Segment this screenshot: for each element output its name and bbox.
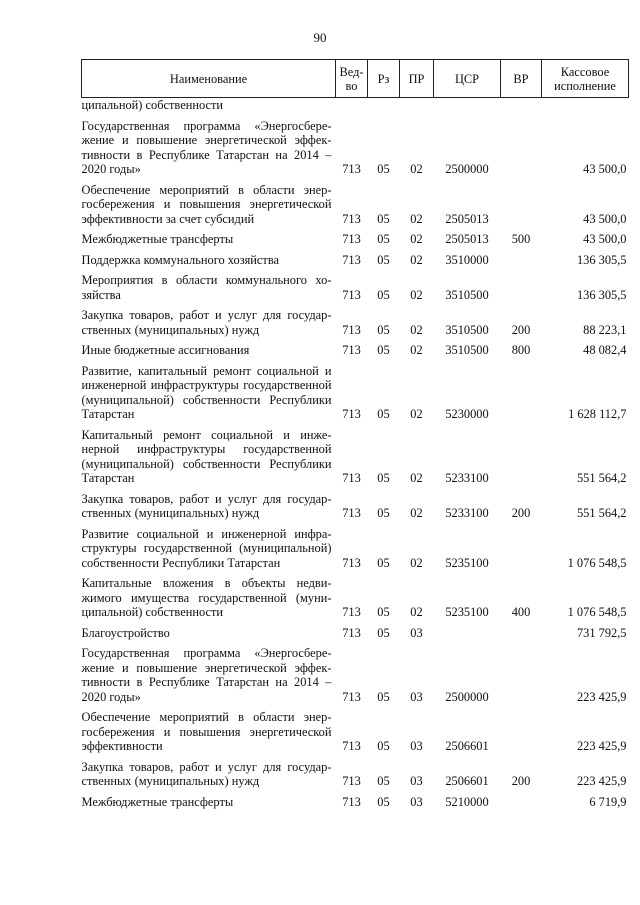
table-cell-name: Межбюджетные трансферты	[81, 232, 234, 246]
table-cell-pr: 03	[410, 739, 423, 753]
table-cell-ved: 713	[342, 252, 361, 267]
table-cell-name: Закупка товаров, работ и услуг для государственных (муниципальных) нужд	[81, 759, 332, 788]
table-cell-amount	[542, 98, 629, 113]
table-row	[82, 267, 629, 302]
table-cell-rz: 05	[377, 689, 390, 704]
table-cell-amount: 43 500,0	[583, 232, 627, 246]
table-cell-csr: 3510000	[445, 252, 489, 267]
table-cell-amount: 223 425,9	[576, 689, 627, 704]
table-cell-ved: 713	[342, 739, 361, 753]
table-cell-rz: 05	[377, 232, 390, 246]
table-cell-csr: 3510500	[445, 343, 489, 357]
table-cell-rz: 05	[377, 471, 390, 485]
table-cell-csr	[434, 98, 501, 113]
table-cell-csr: 5210000	[445, 794, 489, 809]
table-cell-name: Иные бюджетные ассигнования	[81, 343, 250, 357]
table-cell-amount: 88 223,1	[583, 322, 627, 337]
table-row	[82, 422, 629, 486]
table-cell-pr: 02	[410, 506, 423, 520]
table-cell-vr	[501, 640, 542, 704]
table-cell-pr: 02	[410, 605, 423, 619]
table-cell-pr: 02	[410, 232, 423, 246]
table-cell-rz: 05	[377, 211, 390, 226]
table-cell-amount: 223 425,9	[576, 774, 627, 788]
header-vr: ВР	[501, 60, 542, 98]
table-row	[82, 177, 629, 227]
table-cell-csr: 5235100	[445, 605, 489, 619]
table-cell-pr: 02	[410, 322, 423, 337]
table-cell-pr	[400, 98, 434, 113]
budget-table	[81, 59, 629, 809]
header-amount: Кассовое исполнение	[542, 60, 629, 98]
page-number: 90	[313, 30, 327, 45]
table-cell-rz: 05	[377, 794, 390, 809]
table-cell-name: Мероприятия в области коммунального хозяйства	[81, 273, 332, 302]
table-cell-ved: 713	[342, 794, 361, 809]
table-cell-vr: 200	[511, 506, 531, 520]
table-cell-vr: 500	[511, 232, 531, 246]
table-cell-amount: 43 500,0	[583, 211, 627, 226]
table-cell-rz: 05	[377, 625, 390, 640]
table-cell-vr: 200	[511, 322, 531, 337]
table-cell-csr: 3510500	[445, 322, 489, 337]
table-cell-amount: 6 719,9	[589, 794, 627, 809]
table-row	[82, 754, 629, 789]
header-ved: Вед- во	[336, 60, 368, 98]
table-cell-pr: 02	[410, 555, 423, 570]
header-pr: ПР	[400, 60, 434, 98]
table-cell-amount: 1 076 548,5	[567, 555, 627, 570]
table-row	[82, 226, 629, 247]
table-cell-ved: 713	[342, 506, 361, 520]
table-cell-vr	[501, 267, 542, 302]
table-row	[82, 640, 629, 704]
table-cell-name: ципальной) собственности	[81, 98, 224, 112]
table-cell-amount: 731 792,5	[576, 625, 627, 640]
table-row	[82, 620, 629, 641]
table-row	[82, 704, 629, 754]
table-cell-csr: 5235100	[445, 555, 489, 570]
table-cell-name: Закупка товаров, работ и услуг для государственных (муниципальных) нужд	[81, 308, 332, 337]
table-cell-pr: 02	[410, 343, 423, 357]
table-row	[82, 113, 629, 177]
table-row	[82, 302, 629, 337]
header-rz: Рз	[368, 60, 400, 98]
table-cell-vr	[501, 98, 542, 113]
table-cell-amount: 43 500,0	[583, 162, 627, 176]
table-cell-csr: 2500000	[445, 162, 489, 176]
table-cell-csr: 2500000	[445, 689, 489, 704]
table-cell-name: Межбюджетные трансферты	[81, 794, 234, 809]
table-cell-vr	[501, 789, 542, 810]
table-cell-pr: 03	[410, 689, 423, 704]
table-cell-amount: 136 305,5	[576, 287, 627, 302]
table-cell-ved: 713	[342, 287, 361, 302]
table-cell-vr	[501, 620, 542, 641]
table-cell-vr	[501, 358, 542, 422]
table-cell-rz: 05	[377, 774, 390, 788]
table-cell-ved: 713	[342, 689, 361, 704]
table-cell-pr: 02	[410, 287, 423, 302]
table-row	[82, 98, 629, 113]
table-row	[82, 570, 629, 620]
table-cell-ved: 713	[342, 774, 361, 788]
table-cell-vr	[501, 247, 542, 268]
table-cell-vr	[501, 521, 542, 571]
table-cell-name: Поддержка коммунального хозяйства	[81, 252, 280, 267]
table-cell-rz: 05	[377, 605, 390, 619]
table-cell-name: Обеспечение мероприятий в области энергосбережения и повышения энергетической эффективности за счет субсидий	[81, 182, 332, 226]
table-cell-amount: 48 082,4	[583, 343, 627, 357]
table-cell-csr: 5230000	[445, 407, 489, 421]
table-cell-pr: 03	[410, 774, 423, 788]
table-cell-ved: 713	[342, 211, 361, 226]
table-cell-csr: 3510500	[445, 287, 489, 302]
table-cell-rz: 05	[377, 343, 390, 357]
table-cell-name: Капитальные вложения в объекты недвижимого имущества государственной (муниципальной) собственности	[81, 576, 332, 619]
table-cell-name: Обеспечение мероприятий в области энергосбережения и повышения энергетической эффективности	[81, 710, 332, 753]
table-cell-name: Закупка товаров, работ и услуг для государственных (муниципальных) нужд	[81, 491, 332, 520]
header-name: Наименование	[82, 60, 336, 98]
table-cell-vr: 800	[511, 343, 531, 357]
table-cell-rz: 05	[377, 322, 390, 337]
table-cell-ved: 713	[342, 471, 361, 485]
table-cell-amount: 551 564,2	[576, 506, 627, 520]
table-cell-csr: 2506601	[445, 774, 489, 788]
table-cell-rz: 05	[377, 407, 390, 421]
table-cell-ved: 713	[342, 605, 361, 619]
table-cell-rz: 05	[377, 506, 390, 520]
table-cell-rz	[368, 98, 400, 113]
table-cell-rz: 05	[377, 162, 390, 176]
table-cell-vr	[501, 422, 542, 486]
table-cell-ved: 713	[342, 625, 361, 640]
table-cell-csr: 2506601	[445, 739, 489, 753]
table-cell-vr	[501, 704, 542, 754]
table-body	[82, 98, 629, 810]
table-cell-csr: 2505013	[445, 211, 489, 226]
table-cell-ved: 713	[342, 322, 361, 337]
table-row	[82, 358, 629, 422]
table-cell-pr: 03	[410, 625, 423, 640]
table-cell-rz: 05	[377, 739, 390, 753]
table-cell-amount: 136 305,5	[576, 252, 627, 267]
table-cell-ved: 713	[342, 407, 361, 421]
table-row	[82, 789, 629, 810]
table-cell-amount: 1 076 548,5	[567, 605, 627, 619]
table-row	[82, 521, 629, 571]
table-cell-pr: 02	[410, 407, 423, 421]
table-cell-rz: 05	[377, 252, 390, 267]
header-csr: ЦСР	[434, 60, 501, 98]
table-cell-amount: 1 628 112,7	[568, 407, 627, 421]
table-cell-vr: 200	[511, 774, 531, 788]
table-cell-name: Государственная программа «Энергосбережение и повышение энергетической эффективности в Республике Татарстан на 2014 – 2020 годы»	[81, 118, 332, 176]
table-cell-csr: 5233100	[445, 506, 489, 520]
table-cell-ved	[336, 98, 368, 113]
table-row	[82, 337, 629, 358]
table-cell-amount: 551 564,2	[576, 471, 627, 485]
table-cell-ved: 713	[342, 555, 361, 570]
table-cell-pr: 02	[410, 162, 423, 176]
table-cell-pr: 02	[410, 471, 423, 485]
table-row	[82, 486, 629, 521]
table-cell-vr: 400	[511, 605, 531, 619]
table-cell-name: Государственная программа «Энергосбережение и повышение энергетической эффективности в Республике Татарстан на 2014 – 2020 годы»	[81, 646, 332, 704]
table-cell-csr	[434, 620, 501, 641]
table-cell-pr: 03	[410, 794, 423, 809]
table-header-row	[82, 60, 629, 98]
table-cell-rz: 05	[377, 555, 390, 570]
table-cell-name: Развитие, капитальный ремонт социальной и инженерной инфраструктуры государственной (муниципальной) собственности Республики Татарстан	[81, 363, 332, 421]
table-cell-name: Благоустройство	[81, 625, 170, 640]
table-cell-pr: 02	[410, 211, 423, 226]
table-cell-csr: 5233100	[445, 471, 489, 485]
table-cell-name: Капитальный ремонт социальной и инженерной инфраструктуры государственной (муниципальной) собственности Республики Татарстан	[81, 427, 332, 485]
table-row	[82, 247, 629, 268]
table-cell-ved: 713	[342, 232, 361, 246]
table-cell-name: Развитие социальной и инженерной инфраструктуры государственной (муниципальной) собственности Республики Татарстан	[81, 526, 332, 570]
table-cell-vr	[501, 113, 542, 177]
table-cell-csr: 2505013	[445, 232, 489, 246]
table-cell-ved: 713	[342, 343, 361, 357]
table-cell-rz: 05	[377, 287, 390, 302]
table-cell-amount: 223 425,9	[576, 739, 627, 753]
table-cell-ved: 713	[342, 162, 361, 176]
table-cell-vr	[501, 177, 542, 227]
table-cell-pr: 02	[410, 252, 423, 267]
